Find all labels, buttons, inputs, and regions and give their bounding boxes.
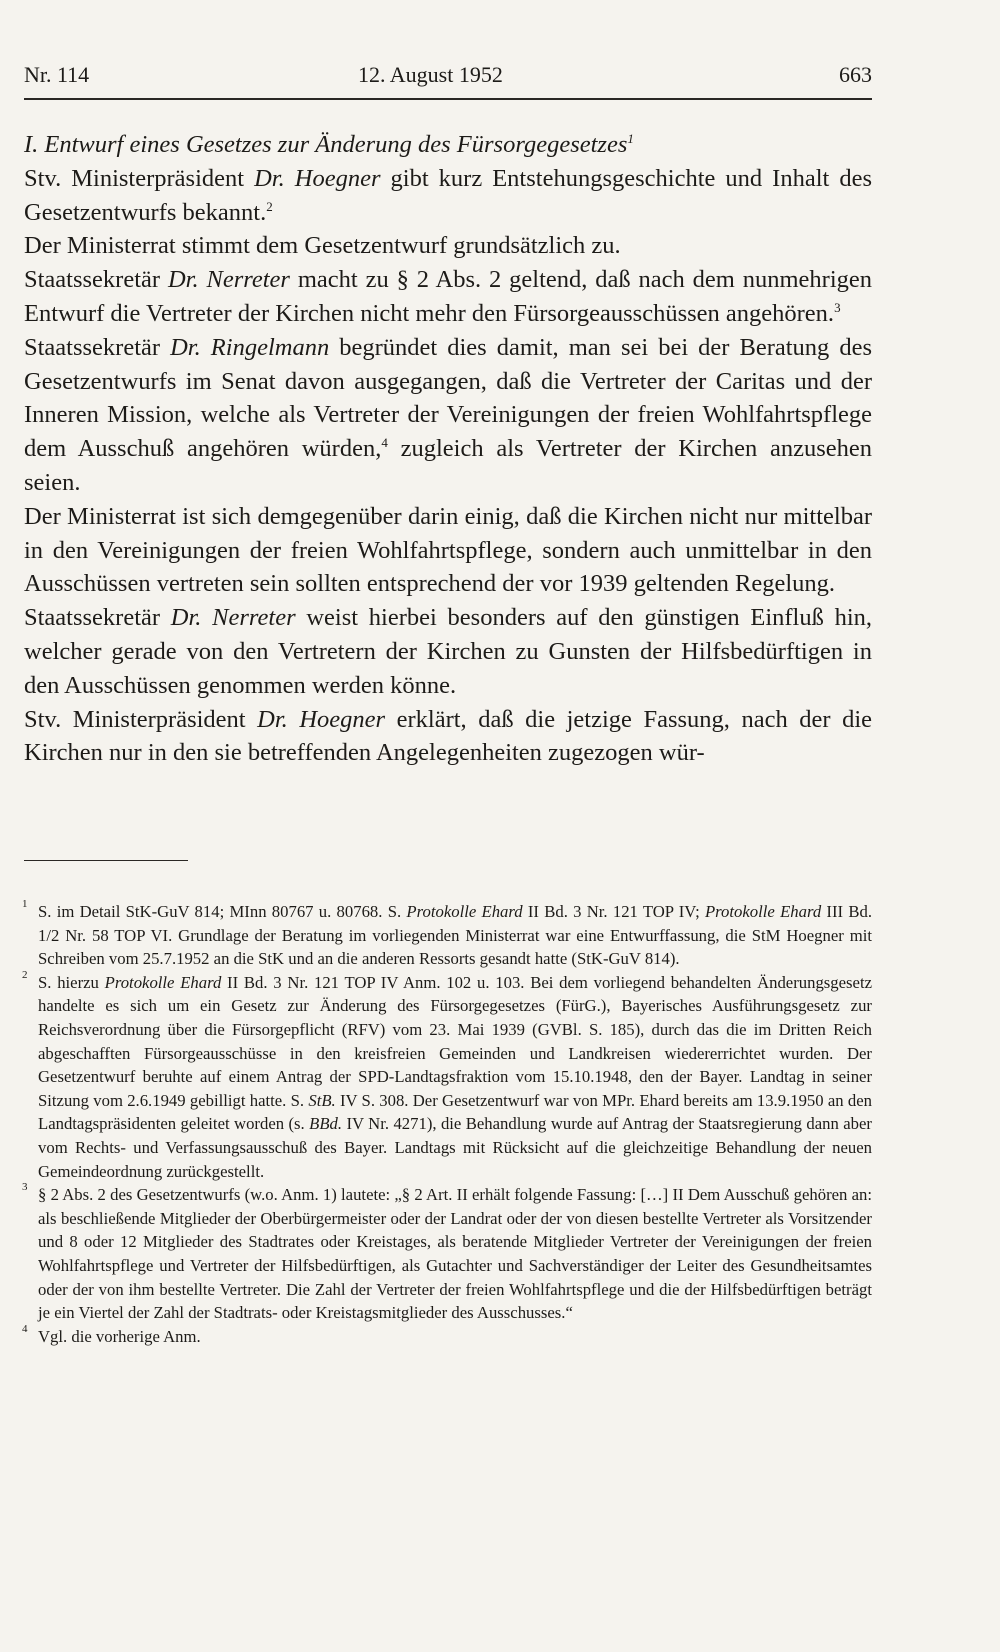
paragraph: Der Ministerrat ist sich demgegenüber darin einig, daß die Kirchen nicht nur mittelbar in den Vereinigungen der freien Wohlfahrtspflege, sondern auch unmittelbar in den Ausschüssen vertreten sein sollten entsprechend der vor 1939 geltenden Regelung. — [24, 502, 872, 598]
footnote: 1 S. im Detail StK-GuV 814; MInn 80767 u. 80768. S. Protokolle Ehard II Bd. 3 Nr. 121 TOP IV; Protokolle Ehard III Bd. 1/2 Nr. 58 TOP VI. Grundlage der Beratung im vorliegenden Ministerrat war eine Entwurffassung, die StM Hoegner mit Schreiben vom 25.7.1952 an die StK und an die anderen Ressorts gesandt hatte (StK-GuV 814). — [22, 898, 873, 969]
footnote-ref: 4 — [381, 435, 388, 451]
person-name: Ringelmann — [210, 333, 330, 361]
section-title: I. Entwurf eines Gesetzes zur Änderung des Fürsorgegesetzes$^1$ — [24, 130, 634, 158]
person-name: Hoegner — [299, 705, 386, 733]
footnotes — [24, 900, 872, 1348]
paragraph: Stv. Ministerpräsident Dr. Hoegner erklärt, daß die jetzige Fassung, nach der die Kirchen nur in den sie betreffenden Angelegenheiten zugezogen wür- — [24, 705, 872, 767]
paragraph: Stv. Ministerpräsident Dr. Hoegner gibt kurz Entstehungsgeschichte und Inhalt des Gesetzentwurfs bekannt.$^2$ — [24, 164, 873, 226]
footnote-ref: 2 — [266, 198, 273, 214]
person-name: Nerreter — [206, 266, 290, 294]
paragraph: Staatssekretär Dr. Nerreter weist hierbei besonders auf den günstigen Einfluß hin, welcher gerade von den Vertretern der Kirchen zu Gunsten der Hilfsbedürftigen in den Ausschüssen genommen werden könne. — [24, 604, 872, 699]
header-rule — [24, 98, 872, 100]
footnote-number: 4 — [22, 1322, 28, 1335]
paragraph: Staatssekretär Dr. Nerreter macht zu § 2 Abs. 2 geltend, daß nach dem nunmehrigen Entwurf die Vertreter der Kirchen nicht mehr den Fürsorgeausschüssen angehören.$^3$ — [24, 266, 872, 327]
document-number: Nr. 114 — [24, 62, 90, 87]
footnote-separator — [24, 860, 188, 861]
paragraph: Staatssekretär Dr. Ringelmann begründet dies damit, man sei bei der Beratung des Gesetzentwurfs im Senat davon ausgegangen, daß die Vertreter der Caritas und der Inneren Mission, welche als Vertreter der Vereinigungen der freien Wohlfahrtspflege dem Ausschuß angehören würden,$^4$ zugleich als Vertreter der Kirchen anzusehen seien. — [24, 333, 872, 496]
footnote: 2 S. hierzu Protokolle Ehard II Bd. 3 Nr. 121 TOP IV Anm. 102 u. 103. Bei dem vorliegend behandelten Änderungsgesetz handelte es sich um ein Gesetz zur Änderung des Fürsorgegesetzes (FürG.), Bayerisches Ausführungsgesetz zur Reichsverordnung über die Fürsorgepflicht (RFV) vom 23. Mai 1939 (GVBl. S. 185), durch das die im Dritten Reich abgeschafften Fürsorgeausschüsse in den kreisfreien Gemeinden und Landkreisen wiedererrichtet wurden. Der Gesetzentwurf beruhte auf einem Antrag der SPD-Landtagsfraktion vom 15.10.1948, den der Bayer. Landtag in seiner Sitzung vom 2.6.1949 gebilligt hatte. S. StB. IV S. 308. Der Gesetzentwurf war von MPr. Ehard bereits am 13.9.1950 an den Landtagspräsidenten geleitet worden (s. BBd. IV Nr. 4271), die Behandlung wurde auf Antrag der Staatsregierung dann aber vom Rechts- und Verfassungsausschuß des Bayer. Landtags mit Rücksicht auf die gleichzeitige Behandlung der neuen Gemeindeordnung zurückgestellt. — [22, 968, 872, 1181]
footnote-number: 1 — [22, 898, 28, 910]
footnote-ref: 1 — [627, 130, 634, 146]
footnote-ref: 3 — [834, 299, 841, 315]
header-date: 12. August 1952 — [358, 62, 503, 87]
footnote-number: 2 — [22, 968, 28, 981]
footnote-number: 3 — [22, 1181, 28, 1194]
footnote: 3 § 2 Abs. 2 des Gesetzentwurfs (w.o. Anm. 1) lautete: „§ 2 Art. II erhält folgende Fassung: […] II Dem Ausschuß gehören an: als beschließende Mitglieder der Oberbürgermeister oder der Landrat oder der von diesen bestellte Vertreter als Vorsitzender und 8 oder 12 Mitglieder des Stadtrates oder Kreistages, als beratende Mitglieder Vertreter der Vereinigungen der freien Wohlfahrtspflege und Vertreter der Hilfsbedürftigen, als Gutachter und Sachverständiger der Leiter des Gesundheitsamtes oder der von ihm bestellte Vertreter. Die Zahl der Vertreter der freien Wohlfahrtspflege und die der Hilfsbedürftigen beträgt je ein Viertel der Zahl der Stadtrats- oder Kreistagsmitglieder des Ausschusses.“ — [22, 1181, 872, 1323]
page-number: 663 — [839, 62, 872, 87]
person-name: Nerreter — [212, 604, 296, 632]
body-text — [24, 128, 872, 770]
paragraph: Der Ministerrat stimmt dem Gesetzentwurf grundsätzlich zu. — [24, 232, 621, 260]
person-name: Hoegner — [294, 164, 381, 192]
footnote: 4 Vgl. die vorherige Anm. — [22, 1322, 201, 1346]
